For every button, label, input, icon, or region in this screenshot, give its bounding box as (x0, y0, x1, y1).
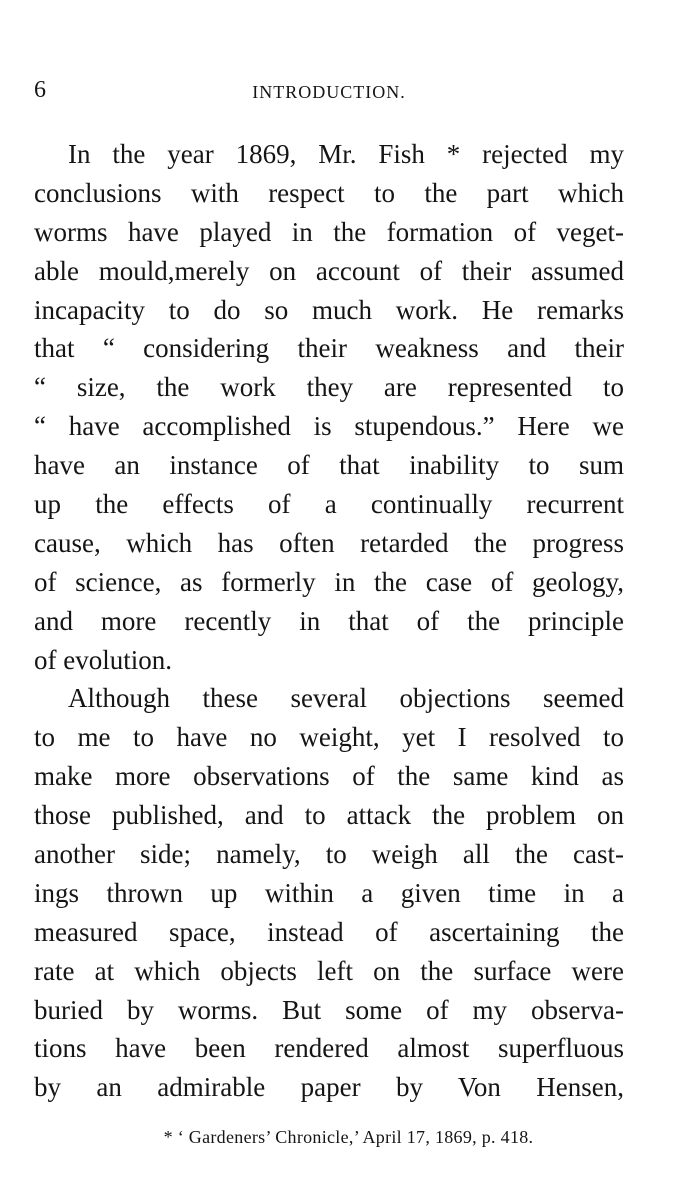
text-line: and more recently in that of the principle (34, 605, 624, 636)
text-line: Although these several objections seemed (68, 683, 624, 714)
text-line: ings thrown up within a given time in a (34, 877, 624, 908)
paragraph-1 (34, 135, 624, 679)
running-title: INTRODUCTION. (252, 82, 406, 102)
text-line: that “ considering their weakness and their (34, 333, 624, 364)
text-line: up the effects of a continually recurrent (34, 489, 624, 520)
paragraph-2 (34, 679, 624, 1107)
text-line: by an admirable paper by Von Hensen, (34, 1072, 624, 1103)
text-line: In the year 1869, Mr. Fish * rejected my (68, 139, 624, 169)
page-number: 6 (34, 77, 46, 103)
text-line: of science, as formerly in the case of geology, (34, 566, 624, 597)
text-line: rate at which objects left on the surface were (34, 955, 624, 986)
text-line: measured space, instead of ascertaining the (34, 916, 624, 947)
text-line: conclusions with respect to the part which (34, 177, 624, 208)
text-line: have an instance of that inability to sum (34, 450, 624, 481)
text-line: make more observations of the same kind as (34, 761, 624, 792)
text-line: worms have played in the formation of veget- (34, 216, 624, 247)
text-line: buried by worms. But some of my observa- (34, 994, 624, 1025)
text-line: another side; namely, to weigh all the cast- (34, 839, 624, 870)
text-line: cause, which has often retarded the progress (34, 527, 624, 558)
text-line: those published, and to attack the problem on (34, 800, 624, 831)
text-line: tions have been rendered almost superfluous (34, 1033, 624, 1064)
text-line: of evolution. (34, 644, 172, 675)
text-line: incapacity to do so much work. He remarks (34, 294, 624, 325)
footnote: * ‘ Gardeners’ Chronicle,’ April 17, 1869, p. 418. (163, 1127, 534, 1147)
running-head (34, 74, 624, 106)
text-line: able mould,merely on account of their assumed (34, 255, 624, 286)
text-line: “ have accomplished is stupendous.” Here we (34, 411, 624, 442)
body-text (34, 135, 624, 1107)
text-line: to me to have no weight, yet I resolved to (34, 722, 624, 753)
text-line: “ size, the work they are represented to (34, 372, 624, 403)
